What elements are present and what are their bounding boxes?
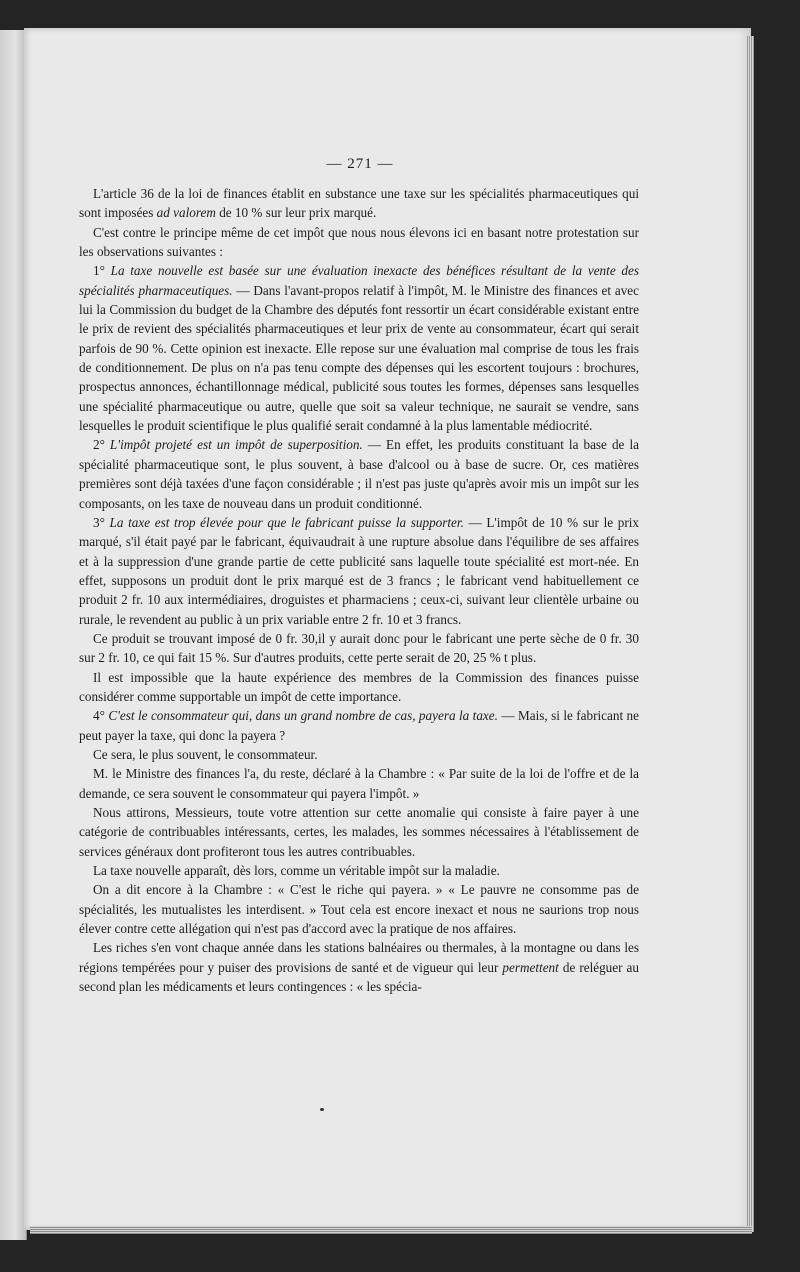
paragraph-9: Ce sera, le plus souvent, le consommateur.	[93, 746, 318, 762]
paragraph-14: Les riches s'en vont chaque année dans les stations balnéaires ou thermales, à la montagne ou dans les régions tempérées pour y puiser des provisions de santé et de vigueur qui leur permettent de reléguer au second plan les médicaments et leurs contingences : « les spécia-	[79, 940, 639, 995]
paragraph-10: M. le Ministre des finances l'a, du reste, déclaré à la Chambre : « Par suite de la loi de l'offre et de la demande, ce sera souvent le consommateur qui payera l'impôt. »	[79, 766, 639, 801]
facing-page-edge	[0, 30, 27, 1240]
body-text	[79, 184, 639, 996]
page-stack-right-edge	[746, 36, 754, 1232]
paragraph-1: L'article 36 de la loi de finances établit en substance une taxe sur les spécialités pharmaceutiques qui sont imposées ad valorem de 10 % sur leur prix marqué.	[79, 186, 639, 221]
paragraph-11: Nous attirons, Messieurs, toute votre attention sur cette anomalie qui consiste à faire payer à une catégorie de contribuables intéressants, certes, les malades, les sommes nécessaires à l'établissement de services généraux dont profiteront tous les autres contribuables.	[79, 805, 639, 859]
page-number: — 271 —	[326, 156, 394, 172]
ink-dot	[320, 1108, 324, 1111]
paragraph-4: 2° L'impôt projeté est un impôt de superposition. — En effet, les produits constituant la base de la spécialité pharmaceutique sont, le plus souvent, à base d'alcool ou à base de sucre. Or, ces matières premières sont déjà taxées d'une façon considérable ; il n'est pas juste qu'après avoir mis un impôt sur les composants, on les taxe de nouveau dans un produit conditionné.	[79, 437, 639, 511]
paragraph-5: 3° La taxe est trop élevée pour que le fabricant puisse la supporter. — L'impôt de 10 % sur le prix marqué, s'il était payé par le fabricant, équivaudrait à une rupture absolue dans l'équilibre de ses affaires et à la suppression d'une grande partie de cette publicité sans laquelle toute spécialité est mort-née. En effet, supposons un produit dont le prix marqué est de 3 francs ; le fabricant vend habituellement ce produit 2 fr. 10 aux intermédiaires, droguistes et pharmaciens ; ceux-ci, suivant leur clientèle urbaine ou rurale, le revendent au public à un prix variable entre 2 fr. 10 et 3 francs.	[79, 514, 640, 627]
paragraph-13: On a dit encore à la Chambre : « C'est le riche qui payera. » « Le pauvre ne consomme pas de spécialités, les mutualistes les interdisent. » Tout cela est encore inexact et nous ne saurions trop nous élever contre cette allégation qui n'est pas d'accord avec la pratique de nos affaires.	[79, 882, 639, 937]
paragraph-3: 1° La taxe nouvelle est basée sur une évaluation inexacte des bénéfices résultant de la vente des spécialités pharmaceutiques. — Dans l'avant-propos relatif à l'impôt, M. le Ministre des finances et avec lui la Commission du budget de la Chambre des députés font ressortir un écart considérable existant entre le prix de revient des spécialités pharmaceutiques et leur prix de vente au consommateur, écart qui serait parfois de 90 %. Cette opinion est inexacte. Elle repose sur une évaluation mal comprise de tous les frais de conditionnement. De plus on n'a pas tenu compte des dépenses qui les escortent toujours : brochures, prospectus annonces, échantillonnage médical, publicité sous toutes les formes, dépenses sans lesquelles une spécialité pharmaceutique ou autre, quelle que soit sa valeur technique, ne saurait se vendre, sans lesquelles le produit scientifique le plus qualifié serait condamné à la plus lamentable médiocrité.	[79, 263, 639, 434]
paragraph-6: Ce produit se trouvant imposé de 0 fr. 30,il y aurait donc pour le fabricant une perte sèche de 0 fr. 30 sur 2 fr. 10, ce qui fait 15 %. Sur d'autres produits, cette perte serait de 20, 25 % t plus.	[79, 630, 639, 666]
paragraph-8: 4° C'est le consommateur qui, dans un grand nombre de cas, payera la taxe. — Mais, si le fabricant ne peut payer la taxe, qui donc la payera ?	[79, 708, 640, 743]
paragraph-2: C'est contre le principe même de cet impôt que nous nous élevons ici en basant notre protestation sur les observations suivantes :	[79, 224, 639, 260]
paragraph-7: Il est impossible que la haute expérience des membres de la Commission des finances puisse considérer comme supportable un impôt de cette importance.	[79, 669, 639, 704]
paragraph-12: La taxe nouvelle apparaît, dès lors, comme un véritable impôt sur la maladie.	[93, 863, 500, 879]
page-stack-bottom-edge	[30, 1226, 752, 1234]
